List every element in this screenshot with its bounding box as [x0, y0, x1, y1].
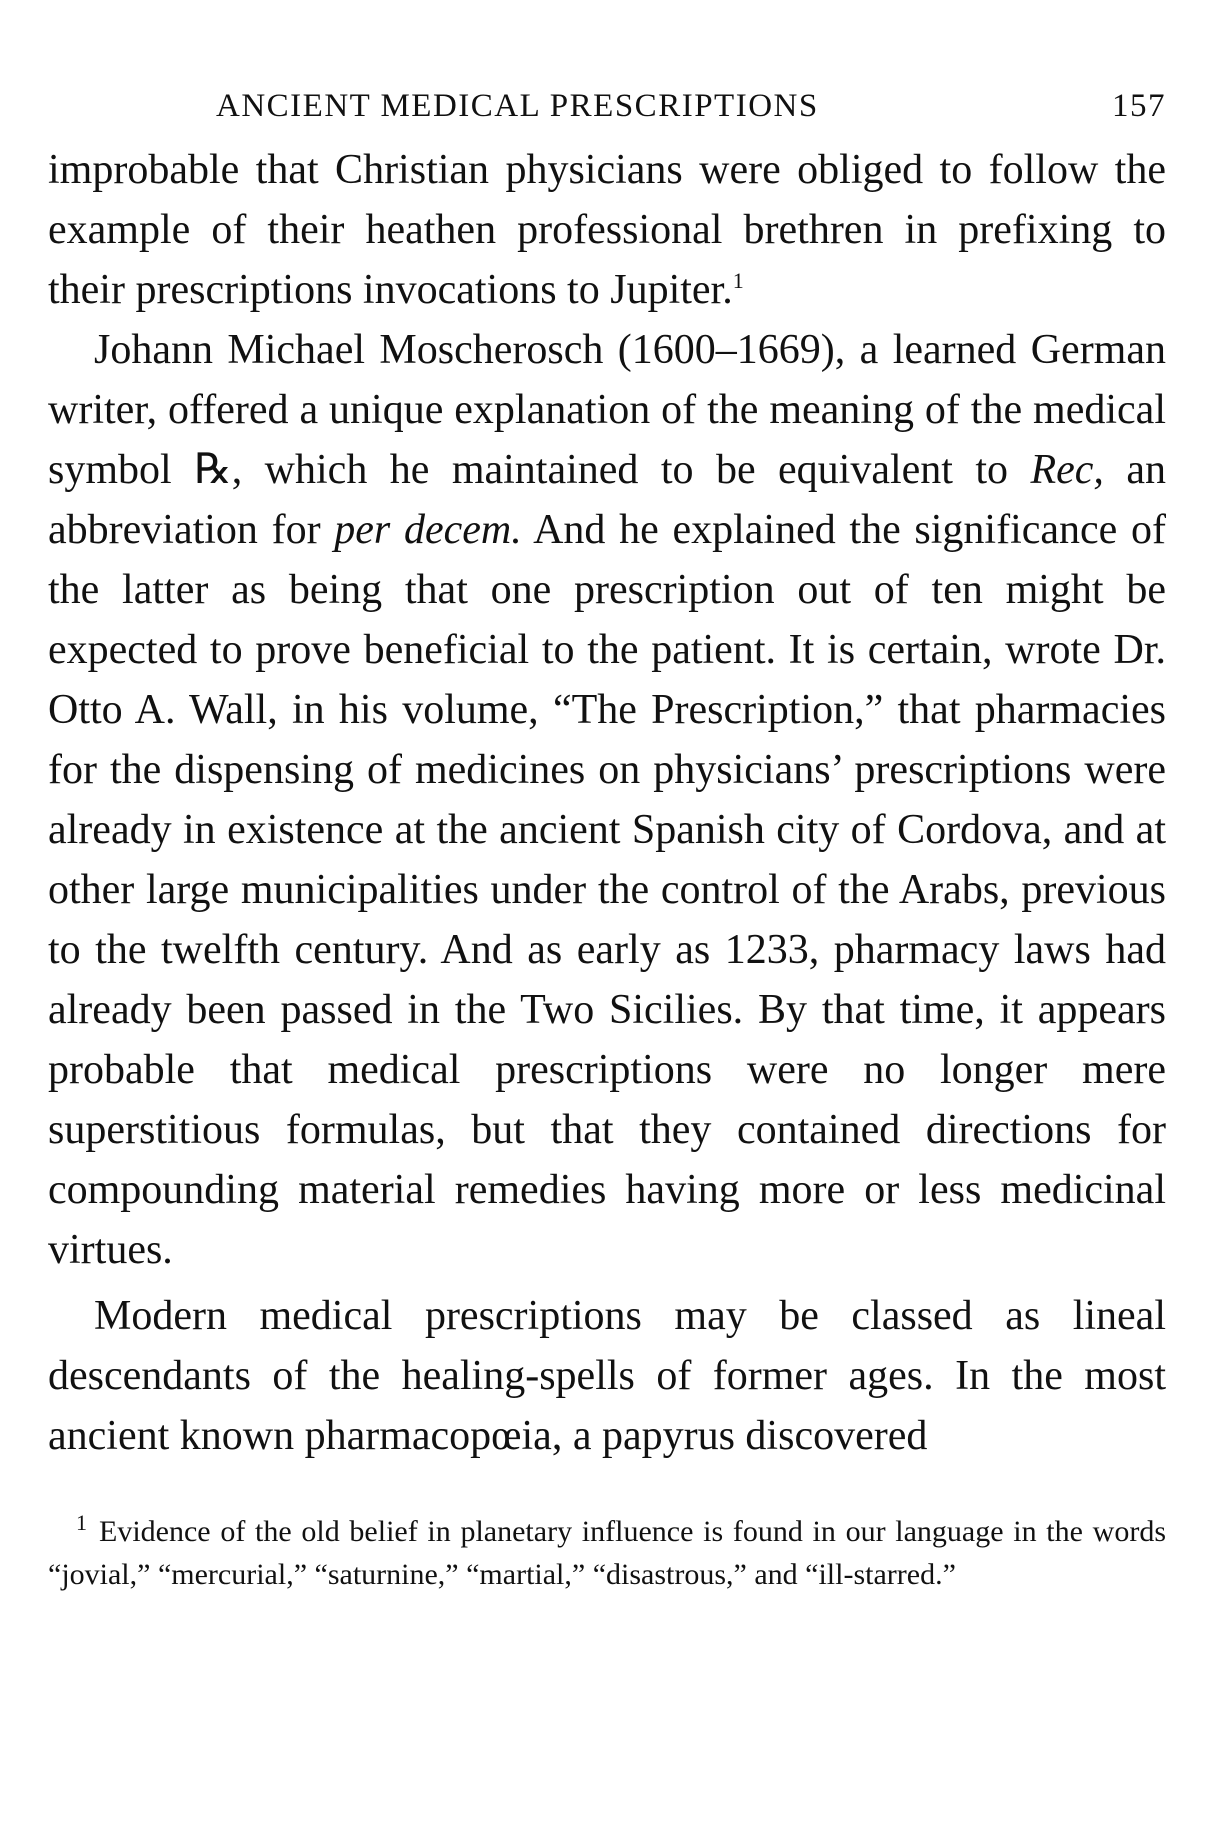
paragraph-3 [48, 1286, 1166, 1466]
paragraph-2-text-a: Johann Michael Moscherosch (1600–1669), a learned German writer, offered a unique explanation of the meaning of the medical symbol ℞, which he maintained to be equivalent to [48, 327, 1166, 493]
footnote-text: Evidence of the old belief in planetary influence is found in our language in the words “jovial,” “mercurial,” “saturnine,” “martial,” “disastrous,” and “ill-starred.” [48, 1515, 1166, 1591]
footnote [48, 1510, 1166, 1596]
page-number: 157 [1112, 88, 1166, 124]
paragraph-2-text-b: an abbreviation for [48, 447, 1166, 553]
running-title: ANCIENT MEDICAL PRESCRIPTIONS [216, 88, 819, 124]
italic-per-decem: per decem. [334, 507, 522, 553]
footnote-mark: 1 [76, 1510, 87, 1535]
book-page [48, 88, 1166, 1596]
paragraph-1-text: improbable that Christian physicians were obliged to follow the example of their heathen professional brethren in prefixing to their prescriptions invocations to Jupiter. [48, 147, 1166, 313]
paragraph-2-text-c: And he explained the significance of the latter as being that one prescription out of ten might be expected to prove beneficial to the patient. It is certain, wrote Dr. Otto A. Wall, in his volume, “The Prescription,” that pharmacies for the dispensing of medicines on physicians’ prescriptions were already in existence at the ancient Spanish city of Cordova, and at other large municipalities under the control of the Arabs, previous to the twelfth century. And as early as 1233, pharmacy laws had already been passed in the Two Sicilies. By that time, it appears probable that medical prescriptions were no longer mere superstitious formulas, but that they contained directions for compounding material remedies having more or less medicinal virtues. [48, 507, 1166, 1273]
paragraph-1 [48, 140, 1166, 320]
running-head [48, 88, 1166, 140]
paragraph-2 [48, 320, 1166, 1280]
footnote-reference: 1 [732, 268, 744, 293]
body-text [48, 140, 1166, 1466]
paragraph-3-text: Modern medical prescriptions may be classed as lineal descendants of the healing-spells of former ages. In the most ancient known pharmacopœia, a papyrus discovered [48, 1293, 1166, 1459]
italic-rec: Rec, [1030, 447, 1104, 493]
footnotes [48, 1510, 1166, 1596]
